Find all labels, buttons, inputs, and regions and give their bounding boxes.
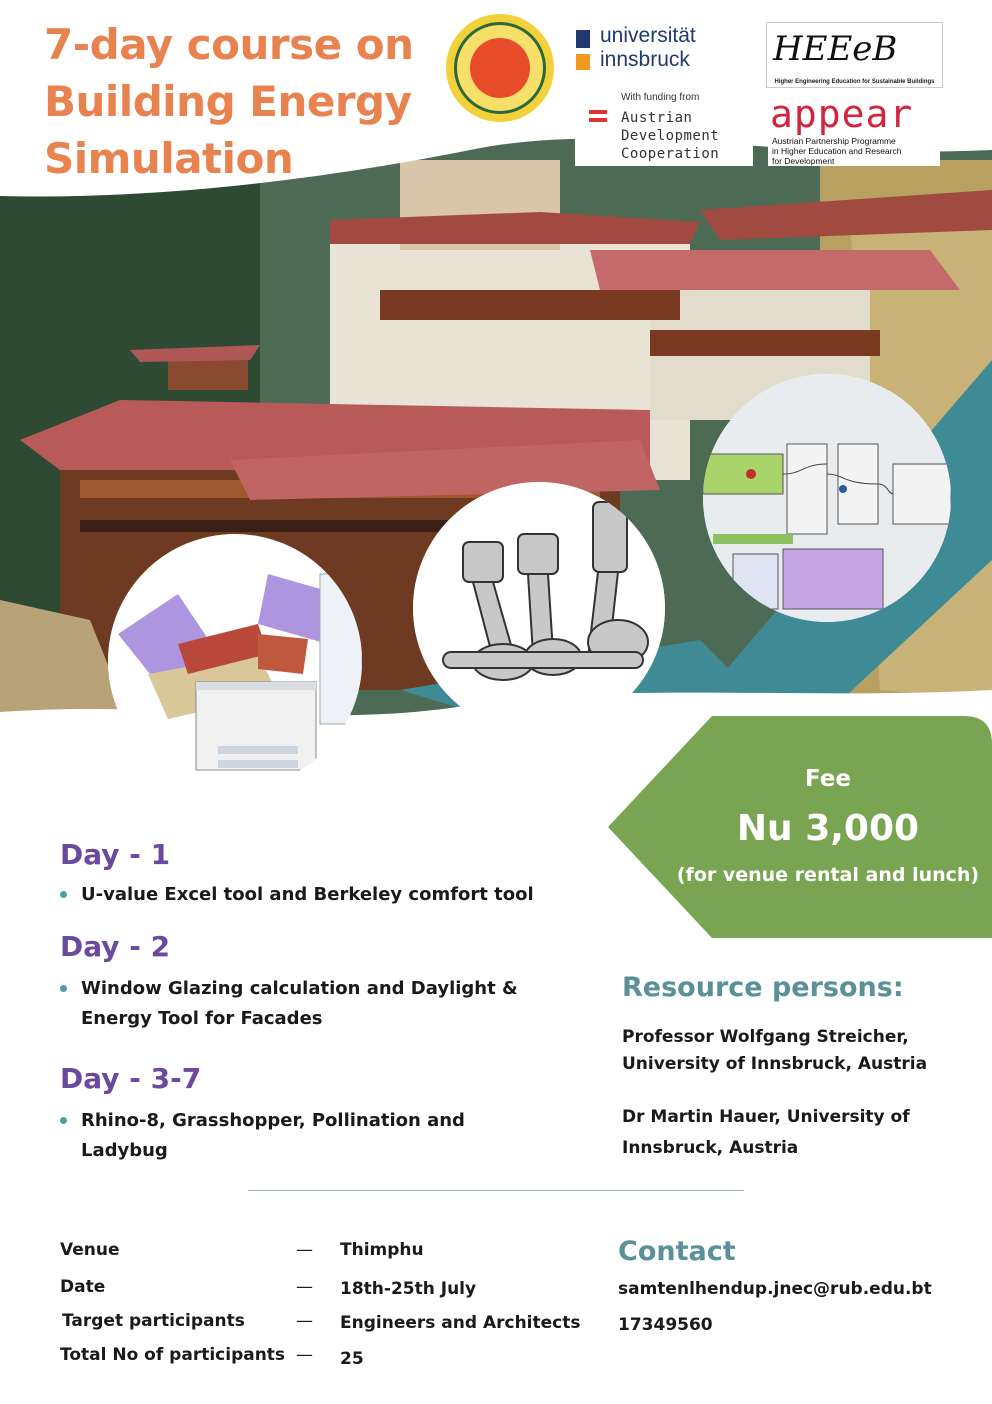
ada-line-2: Development: [621, 128, 720, 144]
heeb-mark: HEEeB: [773, 29, 898, 69]
resource-person-2-line-1: Dr Martin Hauer, University of: [622, 1107, 910, 1127]
fee-badge: [608, 716, 992, 938]
building-model-circle-image: [108, 534, 362, 788]
uibk-line-2: innsbruck: [600, 48, 690, 71]
total-participants-value: 25: [340, 1349, 364, 1369]
fee-amount: Nu 3,000: [736, 808, 920, 849]
heeeb-logo: [766, 22, 943, 88]
date-value: 18th-25th July: [340, 1279, 477, 1299]
title-line-1: 7-day course on: [44, 20, 414, 69]
appear-caption: [772, 136, 901, 166]
ada-funding-text: With funding from: [621, 92, 700, 103]
resource-persons-heading: Resource persons:: [622, 972, 904, 1003]
target-participants-dash: —: [296, 1311, 313, 1331]
resource-person-1-line-2: University of Innsbruck, Austria: [622, 1054, 928, 1074]
date-label: Date: [60, 1277, 106, 1297]
day-3-7-heading: Day - 3-7: [60, 1062, 202, 1095]
appear-logo: [768, 92, 940, 166]
bullet-icon: [60, 1117, 67, 1124]
section-divider: [248, 1190, 744, 1191]
appear-caption-line-2: in Higher Education and Research: [772, 146, 902, 156]
appear-mark: appear: [770, 92, 914, 136]
total-participants-dash: —: [296, 1345, 313, 1365]
total-participants-label: Total No of participants: [60, 1345, 286, 1365]
contact-heading: Contact: [618, 1236, 736, 1267]
contact-email[interactable]: samtenlhendup.jnec@rub.edu.bt: [618, 1279, 932, 1299]
piston-model-circle-image: [413, 482, 665, 734]
resource-person-1-line-1: Professor Wolfgang Streicher,: [622, 1027, 909, 1047]
date-dash: —: [296, 1277, 313, 1297]
bullet-icon: [60, 891, 67, 898]
title-line-2: Building Energy: [44, 77, 412, 126]
venue-value: Thimphu: [340, 1240, 424, 1260]
day-3-7-item-line-2: Ladybug: [81, 1140, 168, 1161]
contact-phone[interactable]: 17349560: [618, 1315, 713, 1335]
grasshopper-script-circle-image: [703, 374, 951, 622]
target-participants-label: Target participants: [62, 1311, 245, 1331]
resource-person-2: [622, 1102, 910, 1164]
day-1-item-text: U-value Excel tool and Berkeley comfort tool: [81, 884, 534, 905]
ada-line-1: Austrian: [621, 110, 693, 126]
college-seal-logo: [446, 14, 554, 122]
ada-line-3: Cooperation: [621, 146, 720, 162]
title-line-3: Simulation: [44, 134, 294, 183]
resource-person-2-line-2: Innsbruck, Austria: [622, 1138, 799, 1158]
target-participants-value: Engineers and Architects: [340, 1313, 581, 1333]
day-2-heading: Day - 2: [60, 930, 171, 963]
resource-person-1: [622, 1024, 927, 1078]
fee-heading: Fee: [805, 766, 851, 792]
heeb-caption: Higher Engineering Education for Sustainable Buildings: [774, 79, 935, 85]
day-1-heading: Day - 1: [60, 838, 171, 871]
course-title: [44, 16, 414, 187]
fee-note: (for venue rental and lunch): [676, 864, 980, 886]
austrian-development-cooperation-logo: [575, 86, 753, 166]
appear-caption-line-3: for Development: [772, 156, 835, 166]
day-3-7-item-line-1: Rhino-8, Grasshopper, Pollination and: [81, 1110, 465, 1131]
equals-icon: [589, 110, 607, 114]
venue-label: Venue: [60, 1240, 120, 1260]
venue-dash: —: [296, 1240, 313, 1260]
day-2-item-line-2: Energy Tool for Facades: [81, 1008, 323, 1029]
appear-caption-line-1: Austrian Partnership Programme: [772, 136, 896, 146]
bullet-icon: [60, 985, 67, 992]
day-2-item-line-1: Window Glazing calculation and Daylight &: [81, 978, 518, 999]
uibk-line-1: universität: [600, 24, 696, 47]
university-innsbruck-logo: [570, 18, 726, 80]
